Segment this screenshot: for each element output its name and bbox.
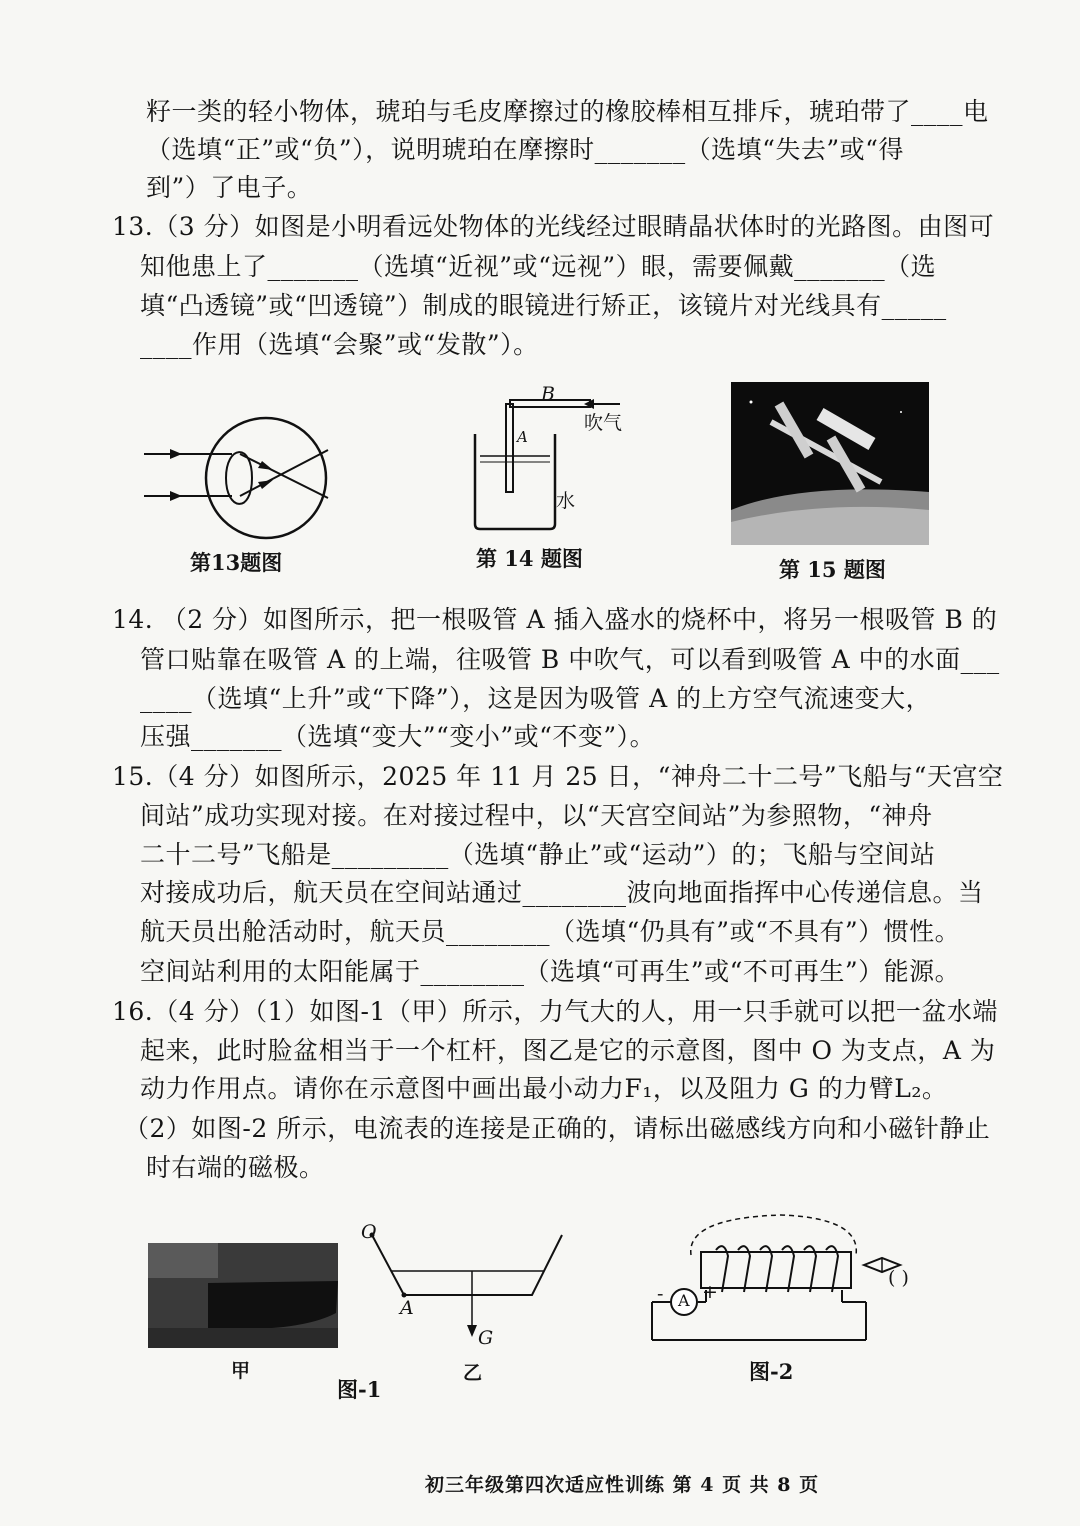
question-14-line-1: 14. （2 分）如图所示，把一根吸管 A 插入盛水的烧杯中，将另一根吸管 B 的 xyxy=(112,605,998,634)
figure-16-label-a: A xyxy=(400,1297,414,1319)
question-15-line-5: 航天员出舱活动时，航天员________（选填“仍具有”或“不具有”）惯性。 xyxy=(140,917,961,946)
text-line-1: 籽一类的轻小物体，琥珀与毛皮摩擦过的橡胶棒相互排斥，琥珀带了____电 xyxy=(146,97,989,126)
figure-16-plus-label: + xyxy=(702,1281,718,1303)
question-15-line-2: 间站”成功实现对接。在对接过程中，以“天宫空间站”为参照物，“神舟 xyxy=(140,801,933,830)
figure-14-water-label: 水 xyxy=(556,490,576,512)
figure-16-minus-label: - xyxy=(657,1283,664,1305)
figure-15-space-station-photo xyxy=(731,382,929,545)
figure-16-label-g: G xyxy=(478,1327,494,1349)
question-16-line-2: 起来，此时脸盆相当于一个杠杆，图乙是它的示意图，图中 O 为支点，A 为 xyxy=(140,1036,996,1065)
question-14-line-4: 压强_______（选填“变大”“变小”或“不变”）。 xyxy=(140,722,656,751)
question-16-line-4: （2）如图-2 所示，电流表的连接是正确的，请标出磁感线方向和小磁针静止 xyxy=(124,1114,991,1143)
question-15-line-3: 二十二号”飞船是_________（选填“静止”或“运动”）的；飞船与空间站 xyxy=(140,840,936,869)
question-15-line-1: 15.（4 分）如图所示，2025 年 11 月 25 日，“神舟二十二号”飞船与“天宫空 xyxy=(112,762,1004,791)
question-16-line-5: 时右端的磁极。 xyxy=(146,1153,325,1182)
figure-16-basin-photo xyxy=(148,1243,338,1348)
figure-15-caption: 第 15 题图 xyxy=(779,557,886,582)
question-13-line-1: 13.（3 分）如图是小明看远处物体的光线经过眼睛晶状体时的光路图。由图可 xyxy=(112,212,995,241)
question-13-line-3: 填“凸透镜”或“凹透镜”）制成的眼镜进行矫正，该镜片对光线具有_____ xyxy=(140,291,947,320)
figure-14-label-a: A xyxy=(517,428,528,446)
question-16-line-1: 16.（4 分）（1）如图-1（甲）所示，力气大的人，用一只手就可以把一盆水端 xyxy=(112,997,998,1026)
question-16-line-3: 动力作用点。请你在示意图中画出最小动力F₁，以及阻力 G 的力臂L₂。 xyxy=(140,1074,948,1103)
figure-16-lever-diagram xyxy=(362,1225,572,1350)
figure-16-caption-1: 图-1 xyxy=(337,1377,382,1402)
figure-16-pole-blank: ( ) xyxy=(888,1267,909,1289)
figure-16-jia-label: 甲 xyxy=(231,1360,251,1382)
question-13-line-2: 知他患上了_______（选填“近视”或“远视”）眼，需要佩戴_______（选 xyxy=(140,252,937,281)
figure-14-caption: 第 14 题图 xyxy=(476,546,583,571)
figure-16-caption-2: 图-2 xyxy=(749,1359,794,1384)
figure-14-blow-label: 吹气 xyxy=(584,412,623,434)
question-15-line-6: 空间站利用的太阳能属于________（选填“可再生”或“不可再生”）能源。 xyxy=(140,957,961,986)
figure-13-caption: 第13题图 xyxy=(190,550,283,575)
figure-14-label-b: B xyxy=(541,383,555,405)
question-13-line-4: ____作用（选填“会聚”或“发散”）。 xyxy=(140,330,539,359)
figure-16-label-o: O xyxy=(361,1221,377,1243)
figure-16-ammeter-label: A xyxy=(678,1291,690,1310)
question-14-line-3: ____（选填“上升”或“下降”），这是因为吸管 A 的上方空气流速变大， xyxy=(140,684,932,713)
figure-13-eye-diagram xyxy=(140,420,340,550)
question-15-line-4: 对接成功后，航天员在空间站通过________波向地面指挥中心传递信息。当 xyxy=(140,878,984,907)
question-14-line-2: 管口贴靠在吸管 A 的上端，往吸管 B 中吹气，可以看到吸管 A 中的水面___ xyxy=(140,645,1000,674)
figure-16-yi-label: 乙 xyxy=(463,1362,483,1384)
text-line-2: （选填“正”或“负”），说明琥珀在摩擦时_______（选填“失去”或“得 xyxy=(146,135,904,164)
text-line-3: 到”）了电子。 xyxy=(146,173,313,202)
figure-14-beaker-diagram xyxy=(470,384,640,534)
page-footer: 初三年级第四次适应性训练 第 4 页 共 8 页 xyxy=(425,1474,820,1496)
